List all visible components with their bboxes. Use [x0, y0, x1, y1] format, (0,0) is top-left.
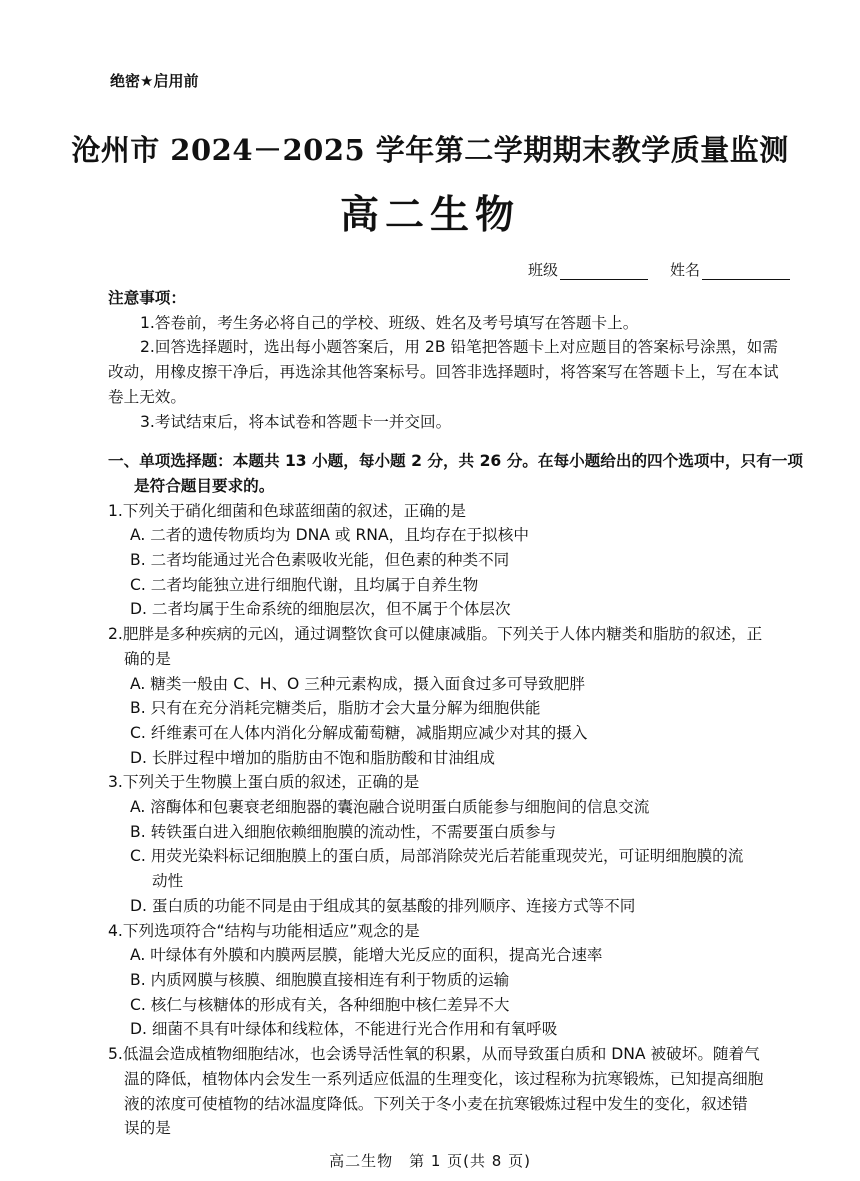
name-field[interactable] — [670, 259, 790, 280]
question-1 — [108, 499, 820, 623]
exam-subject: 高二生物 — [339, 192, 520, 238]
section-1-line-1: 一、单项选择题：本题共 13 小题，每小题 2 分，共 26 分。在每小题给出的四个选项中，只有一项 — [108, 452, 803, 471]
question-1-stem: 1.下列关于硝化细菌和色球蓝细菌的叙述，正确的是 — [108, 501, 466, 520]
class-blank[interactable] — [560, 263, 648, 280]
exam-content — [108, 286, 820, 1141]
question-1-option-b: B. 二者均能通过光合色素吸收光能，但色素的种类不同 — [130, 551, 510, 570]
question-2 — [108, 622, 820, 770]
question-2-stem-cont: 确的是 — [124, 649, 171, 668]
question-4-option-a: A. 叶绿体有外膜和内膜两层膜，能增大光反应的面积，提高光合速率 — [130, 946, 603, 965]
question-3-option-c-cont: 动性 — [152, 872, 184, 891]
question-3-option-c: C. 用荧光染料标记细胞膜上的蛋白质，局部消除荧光后若能重现荧光，可证明细胞膜的流 — [130, 847, 744, 866]
question-3-option-d: D. 蛋白质的功能不同是由于组成其的氨基酸的排列顺序、连接方式等不同 — [130, 896, 636, 915]
question-4 — [108, 919, 820, 1043]
page-footer: 高二生物 第 1 页(共 8 页) — [329, 1152, 531, 1170]
exam-title: 沧州市 2024－2025 学年第二学期期末教学质量监测 — [71, 133, 789, 167]
notice-item-1: 1.答卷前，考生务必将自己的学校、班级、姓名及考号填写在答题卡上。 — [140, 313, 639, 332]
question-5-stem: 5.低温会造成植物细胞结冰，也会诱导活性氧的积累，从而导致蛋白质和 DNA 被破坏。随着气 — [108, 1045, 760, 1064]
question-4-option-c: C. 核仁与核糖体的形成有关，各种细胞中核仁差异不大 — [130, 995, 510, 1014]
question-2-option-c: C. 纤维素可在人体内消化分解成葡萄糖，减脂期应减少对其的摄入 — [130, 723, 588, 742]
class-label: 班级 — [527, 261, 558, 279]
question-2-option-a: A. 糖类一般由 C、H、O 三种元素构成，摄入面食过多可导致肥胖 — [130, 674, 585, 693]
notice-heading: 注意事项： — [108, 289, 186, 307]
question-3-stem: 3.下列关于生物膜上蛋白质的叙述，正确的是 — [108, 773, 420, 792]
question-1-option-d: D. 二者均属于生命系统的细胞层次，但不属于个体层次 — [130, 600, 511, 619]
question-3 — [108, 770, 820, 918]
question-5 — [108, 1042, 820, 1141]
question-1-option-a: A. 二者的遗传物质均为 DNA 或 RNA，且均存在于拟核中 — [130, 526, 529, 545]
question-3-option-b: B. 转铁蛋白进入细胞依赖细胞膜的流动性，不需要蛋白质参与 — [130, 822, 557, 841]
secret-mark: 绝密★启用前 — [110, 72, 199, 90]
class-field[interactable] — [528, 259, 648, 280]
question-5-stem-cont2: 液的浓度可使植物的结冰温度降低。下列关于冬小麦在抗寒锻炼过程中发生的变化，叙述错 — [124, 1094, 748, 1113]
name-label: 姓名 — [669, 261, 700, 279]
question-4-option-b: B. 内质网膜与核膜、细胞膜直接相连有利于物质的运输 — [130, 970, 510, 989]
student-info-fields — [528, 259, 790, 280]
question-4-stem: 4.下列选项符合“结构与功能相适应”观念的是 — [108, 921, 420, 940]
section-1-heading — [108, 449, 820, 498]
name-blank[interactable] — [702, 263, 790, 280]
notice-item-2-cont: 改动，用橡皮擦干净后，再选涂其他答案标号。回答非选择题时，将答案写在答题卡上，写在本试 — [108, 363, 779, 382]
question-4-option-d: D. 细菌不具有叶绿体和线粒体，不能进行光合作用和有氧呼吸 — [130, 1020, 558, 1039]
question-2-option-d: D. 长胖过程中增加的脂肪由不饱和脂肪酸和甘油组成 — [130, 748, 495, 767]
question-2-option-b: B. 只有在充分消耗完糖类后，脂肪才会大量分解为细胞供能 — [130, 699, 541, 718]
question-1-option-c: C. 二者均能独立进行细胞代谢，且均属于自养生物 — [130, 575, 479, 594]
question-3-option-a: A. 溶酶体和包裹衰老细胞器的囊泡融合说明蛋白质能参与细胞间的信息交流 — [130, 798, 650, 817]
notice-item-3: 3.考试结束后，将本试卷和答题卡一并交回。 — [140, 412, 452, 431]
section-1-line-2: 是符合题目要求的。 — [134, 476, 275, 495]
question-5-stem-cont: 温的降低，植物体内会发生一系列适应低温的生理变化，该过程称为抗寒锻炼，已知提高细胞 — [124, 1069, 764, 1088]
question-5-stem-cont3: 误的是 — [124, 1119, 171, 1138]
notice-item-2: 2.回答选择题时，选出每小题答案后，用 2B 铅笔把答题卡上对应题目的答案标号涂黑，如需 — [140, 338, 778, 357]
notice-item-2-cont2: 卷上无效。 — [108, 387, 186, 406]
question-2-stem: 2.肥胖是多种疾病的元凶，通过调整饮食可以健康减脂。下列关于人体内糖类和脂肪的叙述，正 — [108, 625, 763, 644]
